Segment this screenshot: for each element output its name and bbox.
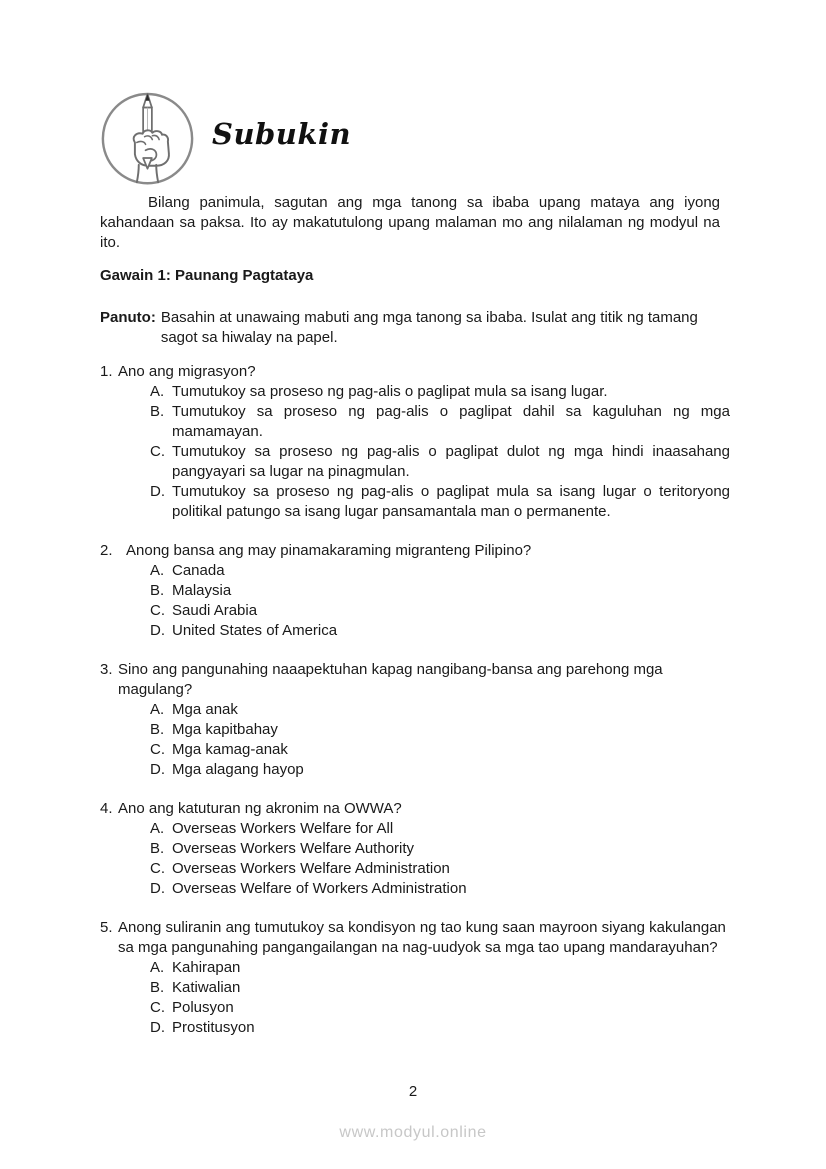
- option: [150, 859, 730, 879]
- option: [150, 839, 730, 859]
- option-text: Overseas Welfare of Workers Administration: [172, 880, 467, 897]
- page-title: Subukin: [212, 117, 352, 151]
- question-line: [100, 918, 730, 958]
- options-list: [150, 958, 730, 1038]
- option-text: Overseas Workers Welfare for All: [172, 820, 394, 837]
- question-line: [100, 799, 730, 819]
- option-label: A.: [150, 820, 165, 837]
- option-text: Prostitusyon: [172, 1019, 255, 1036]
- option: [150, 998, 730, 1018]
- question-text: Ano ang katuturan ng akronim na OWWA?: [118, 800, 402, 817]
- option: [150, 581, 730, 601]
- option-label: D.: [150, 880, 165, 897]
- option: [150, 740, 730, 760]
- question-text: Anong suliranin ang tumutukoy sa kondisyon ng tao kung saan mayroon siyang kakulangan sa mga pangunahing pangangailangan na nag-uudyok sa mga tao upang mandarayuhan?: [118, 919, 726, 956]
- hand-holding-pencil-icon: [99, 90, 196, 194]
- question: [100, 541, 730, 641]
- option-label: B.: [150, 403, 165, 420]
- section-header: [99, 90, 351, 194]
- option-label: A.: [150, 383, 165, 400]
- option-label: C.: [150, 443, 165, 460]
- option: [150, 1018, 730, 1038]
- question: [100, 660, 730, 780]
- directions-label: Panuto:: [100, 309, 156, 326]
- directions-text: Basahin at unawaing mabuti ang mga tanong sa ibaba. Isulat ang titik ng tamang sagot sa hiwalay na papel.: [160, 309, 698, 346]
- option: [150, 819, 730, 839]
- option-label: C.: [150, 999, 165, 1016]
- option-label: D.: [150, 622, 165, 639]
- questions-list: [100, 362, 730, 1038]
- option-label: D.: [150, 483, 165, 500]
- option-text: Tumutukoy sa proseso ng pag-alis o paglipat dulot ng mga hindi inaasahang pangyayari sa lugar na pinagmulan.: [172, 443, 730, 480]
- option-label: C.: [150, 602, 165, 619]
- option-text: Tumutukoy sa proseso ng pag-alis o paglipat mula sa isang lugar.: [172, 383, 608, 400]
- option: [150, 720, 730, 740]
- question-line: [100, 541, 730, 561]
- option-text: Polusyon: [172, 999, 234, 1016]
- option-text: Mga kamag-anak: [172, 741, 288, 758]
- option-text: Mga alagang hayop: [172, 761, 304, 778]
- option: [150, 601, 730, 621]
- option: [150, 621, 730, 641]
- question-line: [100, 660, 730, 700]
- option: [150, 700, 730, 720]
- option-text: Canada: [172, 562, 225, 579]
- option-label: B.: [150, 979, 165, 996]
- option: [150, 382, 730, 402]
- option-label: A.: [150, 959, 165, 976]
- option: [150, 958, 730, 978]
- question-number: 3.: [100, 661, 113, 678]
- option-text: Tumutukoy sa proseso ng pag-alis o paglipat mula sa isang lugar o teritoryong politikal patungo sa isang lugar pansamantala man o permanente.: [172, 483, 730, 520]
- option-label: D.: [150, 1019, 165, 1036]
- option-label: D.: [150, 761, 165, 778]
- question: [100, 918, 730, 1038]
- option-text: Mga kapitbahay: [172, 721, 278, 738]
- option-label: A.: [150, 701, 165, 718]
- question-number: 4.: [100, 800, 113, 817]
- question-text: Sino ang pangunahing naaapektuhan kapag nangibang-bansa ang parehong mga magulang?: [118, 661, 663, 698]
- activity-heading: Gawain 1: Paunang Pagtataya: [100, 267, 314, 284]
- option-text: Mga anak: [172, 701, 238, 718]
- options-list: [150, 561, 730, 641]
- question-number: 2.: [100, 542, 113, 559]
- options-list: [150, 382, 730, 522]
- option-label: C.: [150, 741, 165, 758]
- question-line: [100, 362, 730, 382]
- option-label: C.: [150, 860, 165, 877]
- option-text: Tumutukoy sa proseso ng pag-alis o paglipat dahil sa kaguluhan ng mga mamamayan.: [172, 403, 730, 440]
- question-number: 1.: [100, 363, 113, 380]
- option-label: B.: [150, 840, 165, 857]
- option: [150, 879, 730, 899]
- option: [150, 442, 730, 482]
- option-label: B.: [150, 721, 165, 738]
- option-text: Malaysia: [172, 582, 232, 599]
- question-number: 5.: [100, 919, 113, 936]
- option: [150, 760, 730, 780]
- options-list: [150, 819, 730, 899]
- option-label: A.: [150, 562, 165, 579]
- directions: [100, 308, 730, 348]
- option-text: Overseas Workers Welfare Authority: [172, 840, 415, 857]
- question: [100, 362, 730, 522]
- option-text: Saudi Arabia: [172, 602, 258, 619]
- option-text: Katiwalian: [172, 979, 241, 996]
- option-text: Kahirapan: [172, 959, 241, 976]
- question-text: Anong bansa ang may pinamakaraming migranteng Pilipino?: [126, 542, 532, 559]
- option: [150, 482, 730, 522]
- option-text: Overseas Workers Welfare Administration: [172, 860, 450, 877]
- page-number: 2: [408, 1083, 418, 1100]
- question-text: Ano ang migrasyon?: [118, 363, 256, 380]
- option: [150, 978, 730, 998]
- option: [150, 561, 730, 581]
- intro-paragraph: Bilang panimula, sagutan ang mga tanong sa ibaba upang mataya ang iyong kahandaan sa paksa. Ito ay makatutulong upang malaman mo ang nilalaman ng modyul na ito.: [100, 194, 720, 251]
- options-list: [150, 700, 730, 780]
- content-area: [100, 193, 730, 1057]
- option: [150, 402, 730, 442]
- watermark: www.modyul.online: [339, 1124, 487, 1141]
- option-text: United States of America: [172, 622, 338, 639]
- option-label: B.: [150, 582, 165, 599]
- question: [100, 799, 730, 899]
